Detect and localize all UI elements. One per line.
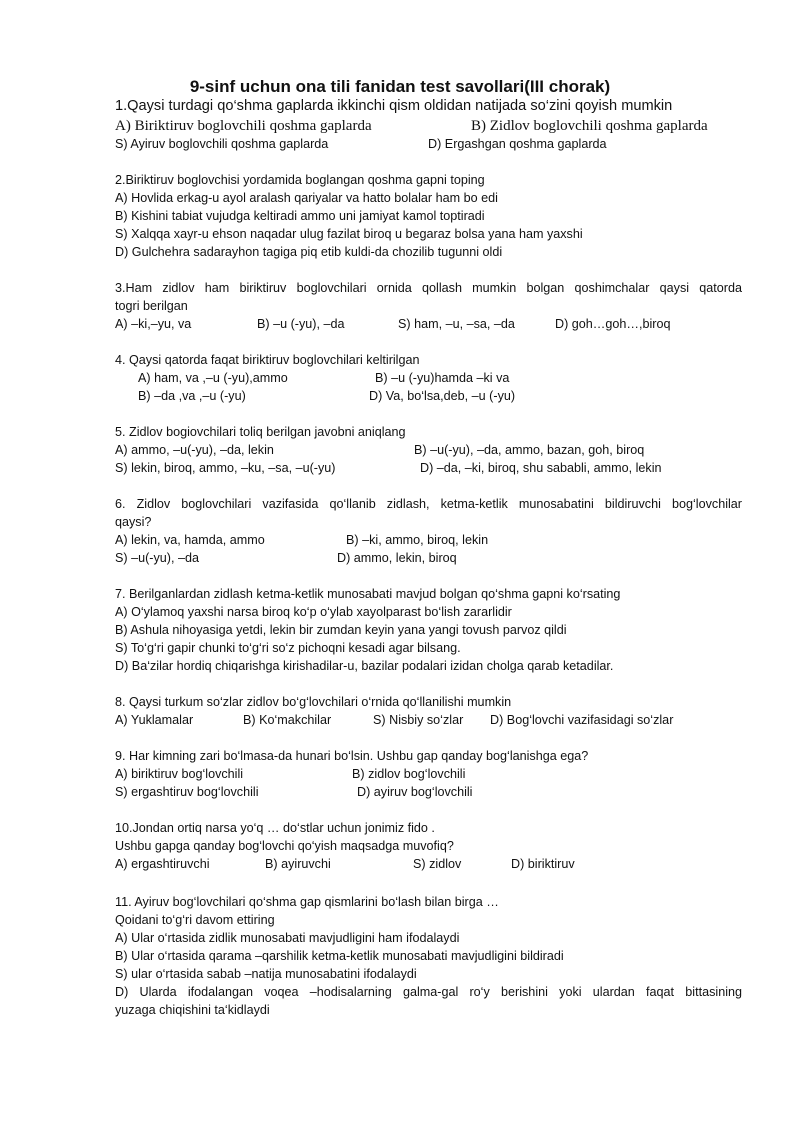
question-10-line-2: Ushbu gapga qanday bog‘lovchi qo‘yish maqsadga muvofiq?	[115, 839, 454, 853]
q4-option-d: D) Va, bo‘lsa,deb, –u (-yu)	[369, 389, 516, 403]
q10-option-c: S) zidlov	[413, 857, 462, 871]
q11-option-c: S) ular o‘rtasida sabab –natija munosabatini ifodalaydi	[115, 967, 417, 981]
q7-option-d: D) Ba‘zilar hordiq chiqarishga kirishadilar-u, bazilar podalari izidan cholga qarab ketadilar.	[115, 659, 614, 673]
question-6-line-1: 6. Zidlov boglovchilari vazifasida qo‘llanib zidlash, ketma-ketlik munosabatini bildiruvchi bog‘lovchilar	[115, 497, 742, 511]
q6-option-a: A) lekin, va, hamda, ammo	[115, 533, 265, 547]
q1-option-c: S) Ayiruv boglovchili qoshma gaplarda	[115, 137, 329, 151]
q6-option-b: B) –ki, ammo, biroq, lekin	[346, 533, 489, 547]
question-6-line-2: qaysi?	[115, 515, 152, 529]
q5-option-c: S) lekin, biroq, ammo, –ku, –sa, –u(-yu)	[115, 461, 336, 475]
q5-option-d: D) –da, –ki, biroq, shu sababli, ammo, lekin	[420, 461, 662, 475]
q3-option-a: A) –ki,–yu, va	[115, 317, 192, 331]
question-3-line-1: 3.Ham zidlov ham biriktiruv boglovchilari ornida qollash mumkin bolgan qoshimchalar qaysi qatorda	[115, 281, 742, 295]
q10-option-d: D) biriktiruv	[511, 857, 575, 871]
q9-option-c: S) ergashtiruv bog‘lovchili	[115, 785, 259, 799]
q8-option-a: A) Yuklamalar	[115, 713, 194, 727]
q9-option-a: A) biriktiruv bog‘lovchili	[115, 767, 244, 781]
question-11-line-2: Qoidani to‘g‘ri davom ettiring	[115, 913, 275, 927]
q1-option-b: B) Zidlov boglovchili qoshma gaplarda	[471, 118, 708, 134]
question-4: 4. Qaysi qatorda faqat biriktiruv boglovchilari keltirilgan	[115, 353, 420, 367]
q4-option-c: B) –da ,va ,–u (-yu)	[138, 389, 246, 403]
q3-option-d: D) goh…goh…,biroq	[555, 317, 671, 331]
question-7: 7. Berilganlardan zidlash ketma-ketlik munosabati mavjud bolgan qo‘shma gapni ko‘rsating	[115, 587, 621, 601]
q3-option-c: S) ham, –u, –sa, –da	[398, 317, 515, 331]
question-2: 2.Biriktiruv boglovchisi yordamida boglangan qoshma gapni toping	[115, 173, 485, 187]
question-3-line-2: togri berilgan	[115, 299, 188, 313]
q7-option-c: S) To‘g‘ri gapir chunki to‘g‘ri so‘z pichoqni kesadi agar bilsang.	[115, 641, 461, 655]
q2-option-b: B) Kishini tabiat vujudga keltiradi ammo uni jamiyat kamol toptiradi	[115, 209, 485, 223]
q4-option-a: A) ham, va ,–u (-yu),ammo	[138, 371, 288, 385]
question-11-line-1: 11. Ayiruv bog‘lovchilari qo‘shma gap qismlarini bo‘lash bilan birga …	[115, 895, 499, 909]
q8-option-c: S) Nisbiy so‘zlar	[373, 713, 464, 727]
q7-option-b: B) Ashula nihoyasiga yetdi, lekin bir zumdan keyin yana yangi tovush parvoz qildi	[115, 623, 567, 637]
q11-option-a: A) Ular o‘rtasida zidlik munosabati mavjudligini ham ifodalaydi	[115, 931, 460, 945]
q10-option-b: B) ayiruvchi	[265, 857, 331, 871]
q8-option-d: D) Bog‘lovchi vazifasidagi so‘zlar	[490, 713, 674, 727]
question-5: 5. Zidlov bogiovchilari toliq berilgan javobni aniqlang	[115, 425, 406, 439]
q11-option-d-line-2: yuzaga chiqishini ta‘kidlaydi	[115, 1003, 270, 1017]
question-8: 8. Qaysi turkum so‘zlar zidlov bo‘g‘lovchilari o‘rnida qo‘llanilishi mumkin	[115, 695, 512, 709]
q11-option-b: B) Ular o‘rtasida qarama –qarshilik ketma-ketlik munosabati mavjudligini bildiradi	[115, 949, 564, 963]
q1-option-d: D) Ergashgan qoshma gaplarda	[428, 137, 607, 151]
q7-option-a: A) O‘ylamoq yaxshi narsa biroq ko‘p o‘ylab xayolparast bo‘lish zararlidir	[115, 605, 512, 619]
question-1: 1.Qaysi turdagi qo‘shma gaplarda ikkinchi qism oldidan natijada so‘zini qoyish mumkin	[115, 98, 673, 114]
q4-option-b: B) –u (-yu)hamda –ki va	[375, 371, 510, 385]
question-9: 9. Har kimning zari bo‘lmasa-da hunari bo‘lsin. Ushbu gap qanday bog‘lanishga ega?	[115, 749, 589, 763]
question-10-line-1: 10.Jondan ortiq narsa yo‘q … do‘stlar uchun jonimiz fido .	[115, 821, 435, 835]
q2-option-d: D) Gulchehra sadarayhon tagiga piq etib kuldi-da chozilib tugunni oldi	[115, 245, 503, 259]
q9-option-d: D) ayiruv bog‘lovchili	[357, 785, 473, 799]
q2-option-c: S) Xalqqa xayr-u ehson naqadar ulug fazilat biroq u begaraz bolsa yana ham yaxshi	[115, 227, 583, 241]
document-title: 9-sinf uchun ona tili fanidan test savollari(III chorak)	[189, 77, 611, 96]
q6-option-c: S) –u(-yu), –da	[115, 551, 199, 565]
q1-option-a: A) Biriktiruv boglovchili qoshma gaplarda	[115, 118, 372, 134]
q9-option-b: B) zidlov bog‘lovchili	[352, 767, 466, 781]
q3-option-b: B) –u (-yu), –da	[257, 317, 345, 331]
q2-option-a: A) Hovlida erkag-u ayol aralash qariyalar va hatto bolalar ham bo edi	[115, 191, 498, 205]
q10-option-a: A) ergashtiruvchi	[115, 857, 210, 871]
q11-option-d-line-1: D) Ularda ifodalangan voqea –hodisalarning galma-gal ro‘y berishini yoki ulardan faqat bittasining	[115, 985, 742, 999]
q5-option-a: A) ammo, –u(-yu), –da, lekin	[115, 443, 274, 457]
q5-option-b: B) –u(-yu), –da, ammo, bazan, goh, biroq	[414, 443, 645, 457]
q6-option-d: D) ammo, lekin, biroq	[337, 551, 457, 565]
q8-option-b: B) Ko‘makchilar	[243, 713, 332, 727]
